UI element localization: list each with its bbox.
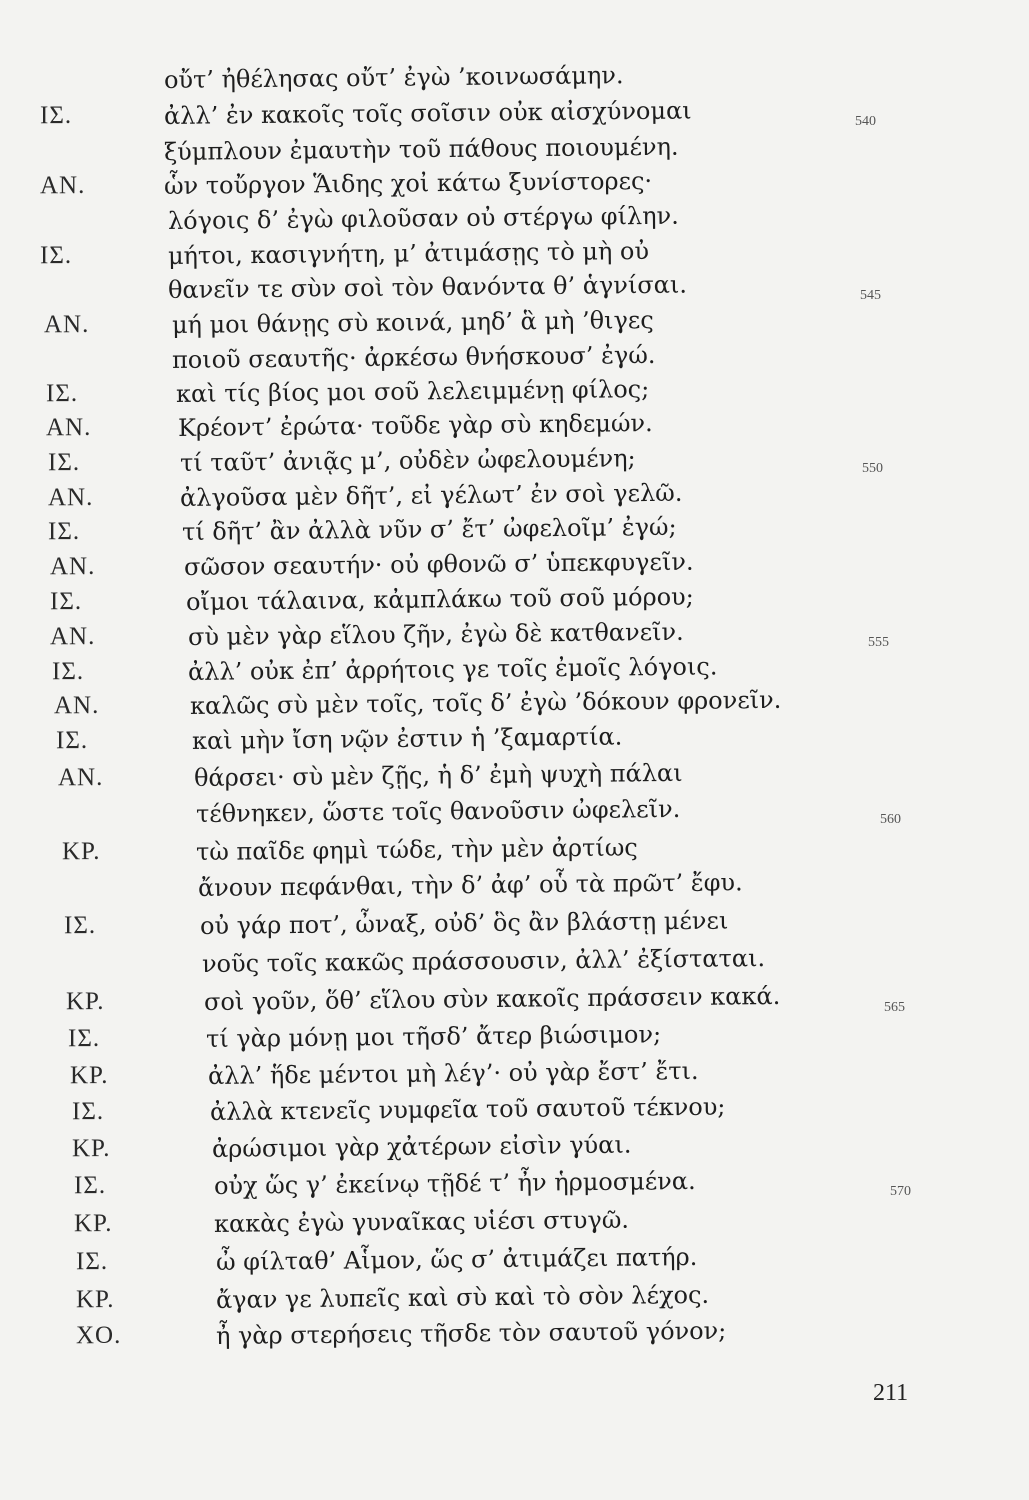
verse-line (0, 236, 1029, 272)
verse-line (0, 166, 1029, 202)
verse-line (0, 1092, 1029, 1128)
verse-line (0, 375, 1029, 410)
verse-text: καὶ μὴν ἴση νῷν ἐστιν ἡ ’ξαμαρτία. (191, 722, 623, 755)
verse-line (0, 132, 1029, 168)
speaker-label: ΙΣ. (74, 1172, 107, 1199)
speaker-label: ΑΝ. (50, 623, 96, 650)
verse-line (0, 1316, 1029, 1352)
verse-text: οἴμοι τάλαινα, κἀμπλάκω τοῦ σοῦ μόρου; (185, 582, 694, 616)
line-number: 545 (860, 288, 881, 303)
line-number: 555 (868, 635, 889, 650)
verse-line (0, 270, 1029, 306)
verse-line (0, 833, 1029, 868)
verse-text: τὼ παῖδε φημὶ τώδε, τὴν μὲν ἀρτίως (195, 833, 638, 866)
verse-text: ἀλλ’ οὐκ ἐπ’ ἀρρήτοις γε τοῖς ἐμοῖς λόγοις. (187, 652, 718, 686)
verse-line (0, 582, 1029, 618)
verse-text: ὧν τοὔργον Ἅιδης χοἰ κάτω ξυνίστορες· (163, 166, 653, 200)
verse-line (0, 96, 1029, 132)
verse-line (0, 758, 1029, 794)
verse-text: ἀρώσιμοι γὰρ χἀτέρων εἰσὶν γύαι. (211, 1130, 632, 1163)
verse-text: ἦ γὰρ στερήσεις τῆσδε τὸν σαυτοῦ γόνον; (215, 1316, 727, 1350)
verse-line (0, 722, 1029, 757)
speaker-label: ΙΣ. (48, 518, 81, 545)
speaker-label: ΙΣ. (40, 242, 73, 269)
speaker-label: ΙΣ. (72, 1098, 105, 1125)
verse-line (0, 1020, 1029, 1055)
verse-line (0, 547, 1029, 583)
speaker-label: ΙΣ. (50, 588, 83, 615)
verse-line (0, 305, 1029, 341)
verse-text: τέθνηκεν, ὥστε τοῖς θανοῦσιν ὠφελεῖν. (195, 794, 681, 828)
verse-text: λόγοις δ’ ἐγὼ φιλοῦσαν οὐ στέργω φίλην. (167, 201, 679, 235)
verse-line (0, 617, 1029, 653)
verse-line (0, 201, 1029, 237)
speaker-label: ΧΟ. (76, 1322, 122, 1349)
speaker-label: ΑΝ. (50, 553, 96, 580)
verse-line (0, 1242, 1029, 1278)
verse-text: ἄνουν πεφάνθαι, τὴν δ’ ἀφ’ οὗ τὰ πρῶτ’ ἔφυ. (197, 868, 743, 902)
speaker-label: ΑΝ. (58, 764, 104, 791)
verse-text: οὐ γάρ ποτ’, ὦναξ, οὐδ’ ὃς ἂν βλάστῃ μένει (199, 906, 729, 940)
verse-line (0, 1166, 1029, 1202)
verse-text: οὔτ’ ἠθέλησας οὔτ’ ἐγὼ ’κοινωσάμην. (163, 61, 624, 94)
speaker-label: ΚΡ. (76, 1286, 115, 1313)
speaker-label: ΚΡ. (72, 1135, 111, 1162)
verse-text: καλῶς σὺ μὲν τοῖς, τοῖς δ’ ἐγὼ ’δόκουν φρονεῖν. (189, 685, 782, 720)
line-number: 550 (862, 461, 883, 476)
verse-text: νοῦς τοῖς κακῶς πράσσουσιν, ἀλλ’ ἐξίσταται. (201, 944, 766, 978)
verse-line (0, 794, 1029, 830)
verse-line (0, 409, 1029, 444)
verse-text: καὶ τίς βίος μοι σοῦ λελειμμένῃ φίλος; (175, 375, 650, 408)
verse-line (0, 1205, 1029, 1240)
verse-text: θανεῖν τε σὺν σοὶ τὸν θανόντα θ’ ἁγνίσαι. (167, 270, 688, 304)
speaker-label: ΙΣ. (56, 727, 89, 754)
verse-line (0, 652, 1029, 688)
page-number: 211 (873, 1380, 909, 1406)
speaker-label: ΙΣ. (46, 380, 79, 407)
verse-text: ἀλλ’ ἐν κακοῖς τοῖς σοῖσιν οὐκ αἰσχύνομαι (163, 96, 692, 130)
verse-text: τί δῆτ’ ἂν ἀλλὰ νῦν σ’ ἔτ’ ὠφελοῖμ’ ἐγώ; (181, 512, 677, 546)
verse-text: μή μοι θάνῃς σὺ κοινά, μηδ’ ἃ μὴ ’θιγες (171, 305, 654, 339)
verse-text: τί ταῦτ’ ἀνιᾷς μ’, οὐδὲν ὠφελουμένη; (179, 444, 636, 477)
verse-text: τί γὰρ μόνῃ μοι τῆσδ’ ἄτερ βιώσιμον; (205, 1020, 662, 1053)
speaker-label: ΙΣ. (76, 1248, 109, 1275)
speaker-label: ΚΡ. (74, 1210, 113, 1237)
speaker-label: ΙΣ. (64, 912, 97, 939)
line-number: 540 (855, 114, 876, 129)
verse-line (0, 868, 1029, 904)
verse-text: ἀλγοῦσα μὲν δῆτ’, εἰ γέλωτ’ ἐν σοὶ γελῶ. (179, 478, 683, 512)
verse-text: σοὶ γοῦν, ὅθ’ εἵλου σὺν κακοῖς πράσσειν κακά. (203, 981, 781, 1016)
verse-text: ξύμπλουν ἐμαυτὴν τοῦ πάθους ποιουμένη. (163, 132, 679, 166)
verse-line (0, 444, 1029, 479)
verse-text: ἀλλ’ ἥδε μέντοι μὴ λέγ’· οὐ γὰρ ἔστ’ ἔτι. (207, 1056, 699, 1090)
verse-line (0, 981, 1029, 1018)
speaker-label: ΑΝ. (40, 172, 86, 199)
verse-text: ποιοῦ σεαυτῆς· ἀρκέσω θνήσκουσ’ ἐγώ. (171, 340, 656, 374)
verse-line (0, 478, 1029, 514)
line-number: 560 (880, 812, 901, 827)
verse-text: ὦ φίλταθ’ Αἷμον, ὥς σ’ ἀτιμάζει πατήρ. (215, 1242, 698, 1276)
speaker-label: ΙΣ. (40, 102, 73, 129)
speaker-label: ΙΣ. (68, 1025, 101, 1052)
speaker-label: ΑΝ. (44, 311, 90, 338)
speaker-label: ΙΣ. (52, 658, 85, 685)
speaker-label: ΑΝ. (48, 484, 94, 511)
verse-text: μήτοι, κασιγνήτη, μ’ ἀτιμάσῃς τὸ μὴ οὐ (167, 236, 650, 270)
speaker-label: ΑΝ. (46, 414, 92, 441)
speaker-label: ΚΡ. (62, 838, 101, 865)
verse-text: ἀλλὰ κτενεῖς νυμφεῖα τοῦ σαυτοῦ τέκνου; (209, 1092, 726, 1126)
verse-line (0, 512, 1029, 548)
verse-line (0, 906, 1029, 942)
verse-line (0, 340, 1029, 376)
verse-text: σὺ μὲν γὰρ εἵλου ζῆν, ἐγὼ δὲ κατθανεῖν. (187, 617, 684, 651)
verse-line (0, 61, 1029, 96)
line-number: 570 (890, 1184, 911, 1199)
verse-line (0, 685, 1029, 722)
speaker-label: ΚΡ. (66, 988, 105, 1015)
verse-text: Κρέοντ’ ἐρώτα· τοῦδε γὰρ σὺ κηδεμών. (177, 409, 653, 442)
verse-text: ἄγαν γε λυπεῖς καὶ σὺ καὶ τὸ σὸν λέχος. (215, 1280, 710, 1314)
verse-text: θάρσει· σὺ μὲν ζῇς, ἡ δ’ ἐμὴ ψυχὴ πάλαι (193, 758, 683, 792)
verse-text: οὐχ ὥς γ’ ἐκείνῳ τῇδέ τ’ ἦν ἡρμοσμένα. (213, 1166, 696, 1200)
line-number: 565 (884, 1000, 905, 1015)
verse-line (0, 1130, 1029, 1165)
speaker-label: ΑΝ. (54, 692, 100, 719)
speaker-label: ΙΣ. (48, 449, 81, 476)
speaker-label: ΚΡ. (70, 1062, 109, 1089)
verse-line (0, 1280, 1029, 1316)
verse-text: κακὰς ἐγὼ γυναῖκας υἱέσι στυγῶ. (213, 1205, 630, 1238)
verse-line (0, 1056, 1029, 1092)
verse-line (0, 944, 1029, 980)
verse-text: σῶσον σεαυτήν· οὐ φθονῶ σ’ ὑπεκφυγεῖν. (183, 547, 694, 581)
